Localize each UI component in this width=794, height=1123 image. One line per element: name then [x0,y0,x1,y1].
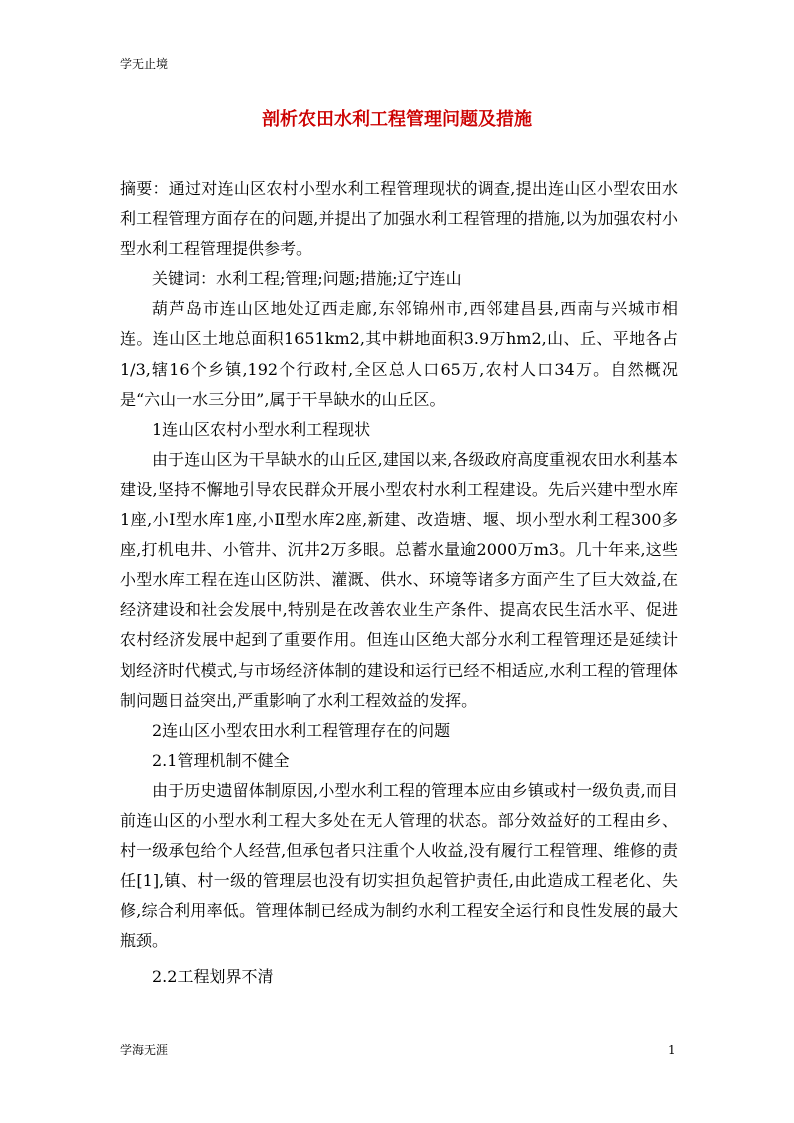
page-footer: 学海无涯 [120,1043,169,1057]
page-number: 1 [668,1043,676,1057]
document-title: 剖析农田水利工程管理问题及措施 [262,109,532,130]
body-paragraph: 由于历史遗留体制原因,小型水利工程的管理本应由乡镇或村一级负责,而目前连山区的小型水利工程大多处在无人管理的状态。部分效益好的工程由乡、村一级承包给个人经营,但承包者只注重个人收益,没有履行工程管理、维修的责任[1],镇、村一级的管理层也没有切实担负起管护责任,由此造成工程老化、失修,综合利用率低。管理体制已经成为制约水利工程安全运行和良性发展的最大瓶颈。 [120,780,678,951]
abstract-paragraph: 摘要：通过对连山区农村小型水利工程管理现状的调查,提出连山区小型农田水利工程管理方面存在的问题,并提出了加强水利工程管理的措施,以为加强农村小型水利工程管理提供参考。 [120,179,678,259]
section-heading: 1连山区农村小型水利工程现状 [152,419,371,439]
keywords-paragraph: 关键词：水利工程;管理;问题;措施;辽宁连山 [152,269,462,289]
body-paragraph: 由于连山区为干旱缺水的山丘区,建国以来,各级政府高度重视农田水利基本建设,坚持不懈地引导农民群众开展小型农村水利工程建设。先后兴建中型水库1座,小Ⅰ型水库1座,小Ⅱ型水库2座,新建、改造塘、堰、坝小型水利工程300多座,打机电井、小管井、沉井2万多眼。总蓄水量逾2000万m3。几十年来,这些小型水库工程在连山区防洪、灌溉、供水、环境等诸多方面产生了巨大效益,在经济建设和社会发展中,特别是在改善农业生产条件、提高农民生活水平、促进农村经济发展中起到了重要作用。但连山区绝大部分水利工程管理还是延续计划经济时代模式,与市场经济体制的建设和运行已经不相适应,水利工程的管理体制问题日益突出,严重影响了水利工程效益的发挥。 [120,449,678,710]
subsection-heading: 2.2工程划界不清 [152,967,274,987]
page-header: 学无止境 [120,57,169,71]
document-body [120,174,678,993]
body-paragraph: 葫芦岛市连山区地处辽西走廊,东邻锦州市,西邻建昌县,西南与兴城市相连。连山区土地总面积1651km2,其中耕地面积3.9万hm2,山、丘、平地各占1/3,辖16个乡镇,192个行政村,全区总人口65万,农村人口34万。自然概况是“六山一水三分田”,属于干旱缺水的山丘区。 [120,299,678,409]
section-heading: 2连山区小型农田水利工程管理存在的问题 [152,720,451,740]
subsection-heading: 2.1管理机制不健全 [152,750,290,770]
